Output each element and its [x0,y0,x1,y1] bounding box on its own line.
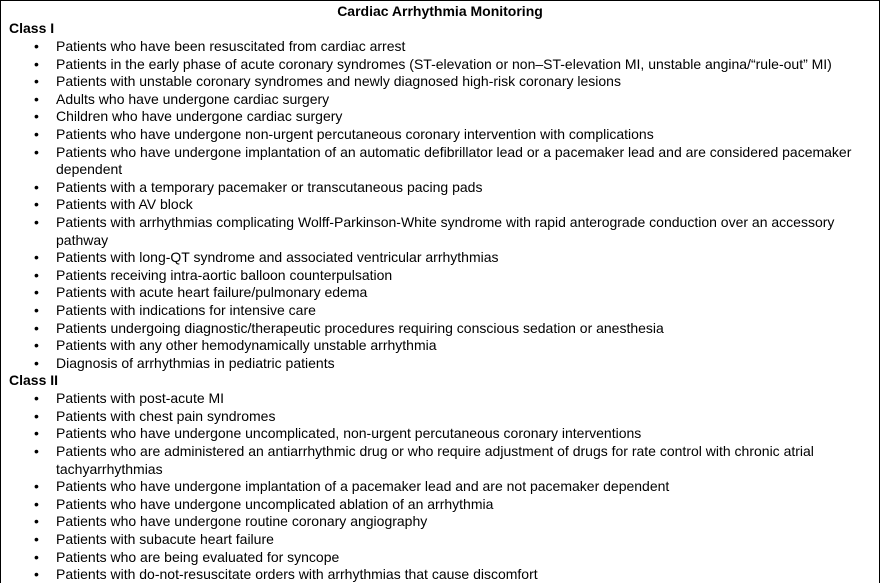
list-item: • Patients with do-not-resuscitate orders with arrhythmias that cause discomfort [1,566,879,583]
list-item: • Patients who have undergone uncomplicated, non-urgent percutaneous coronary interventions [1,425,879,443]
section-class-2 [1,372,879,583]
list-item: • Patients with AV block [1,196,879,214]
list-item: • Patients who have undergone non-urgent percutaneous coronary intervention with complications [1,126,879,144]
list-item: • Patients with post-acute MI [1,390,879,408]
list-item: • Patients who have undergone uncomplicated ablation of an arrhythmia [1,496,879,514]
list-item: • Patients who are administered an antiarrhythmic drug or who require adjustment of drugs for rate control with chronic atrial tachyarrhythmias [1,443,879,478]
list-item: • Patients with chest pain syndromes [1,408,879,426]
list-item: • Adults who have undergone cardiac surgery [1,91,879,109]
list-item: • Patients with subacute heart failure [1,531,879,549]
list-item: • Patients with any other hemodynamically unstable arrhythmia [1,337,879,355]
section-class-1 [1,20,879,372]
list-item: • Diagnosis of arrhythmias in pediatric patients [1,355,879,373]
list-item: • Patients who have undergone implantation of an automatic defibrillator lead or a pacemaker lead and are considered pacemaker dependent [1,144,879,179]
list-item: • Patients who are being evaluated for syncope [1,549,879,567]
list-item: • Patients who have undergone implantation of a pacemaker lead and are not pacemaker dependent [1,478,879,496]
list-item: • Patients with acute heart failure/pulmonary edema [1,284,879,302]
list-item: • Patients with a temporary pacemaker or transcutaneous pacing pads [1,179,879,197]
list-item: • Patients with long-QT syndrome and associated ventricular arrhythmias [1,249,879,267]
list-item: • Patients in the early phase of acute coronary syndromes (ST-elevation or non–ST-elevation MI, unstable angina/“rule-out” MI) [1,56,879,74]
list-item: • Patients who have undergone routine coronary angiography [1,513,879,531]
list-item: • Patients undergoing diagnostic/therapeutic procedures requiring conscious sedation or anesthesia [1,320,879,338]
list-item: • Children who have undergone cardiac surgery [1,108,879,126]
class-2-list [1,390,879,583]
section-heading: Class I [9,20,55,36]
list-item: • Patients with arrhythmias complicating Wolff-Parkinson-White syndrome with rapid anterograde conduction over an accessory pathway [1,214,879,249]
section-heading: Class II [9,372,59,389]
list-item: • Patients who have been resuscitated from cardiac arrest [1,38,879,56]
list-item: • Patients with unstable coronary syndromes and newly diagnosed high-risk coronary lesions [1,73,879,91]
table-title: Cardiac Arrhythmia Monitoring [337,3,543,19]
list-item: • Patients with indications for intensive care [1,302,879,320]
class-1-list [1,38,879,372]
list-item: • Patients receiving intra-aortic balloon counterpulsation [1,267,879,285]
